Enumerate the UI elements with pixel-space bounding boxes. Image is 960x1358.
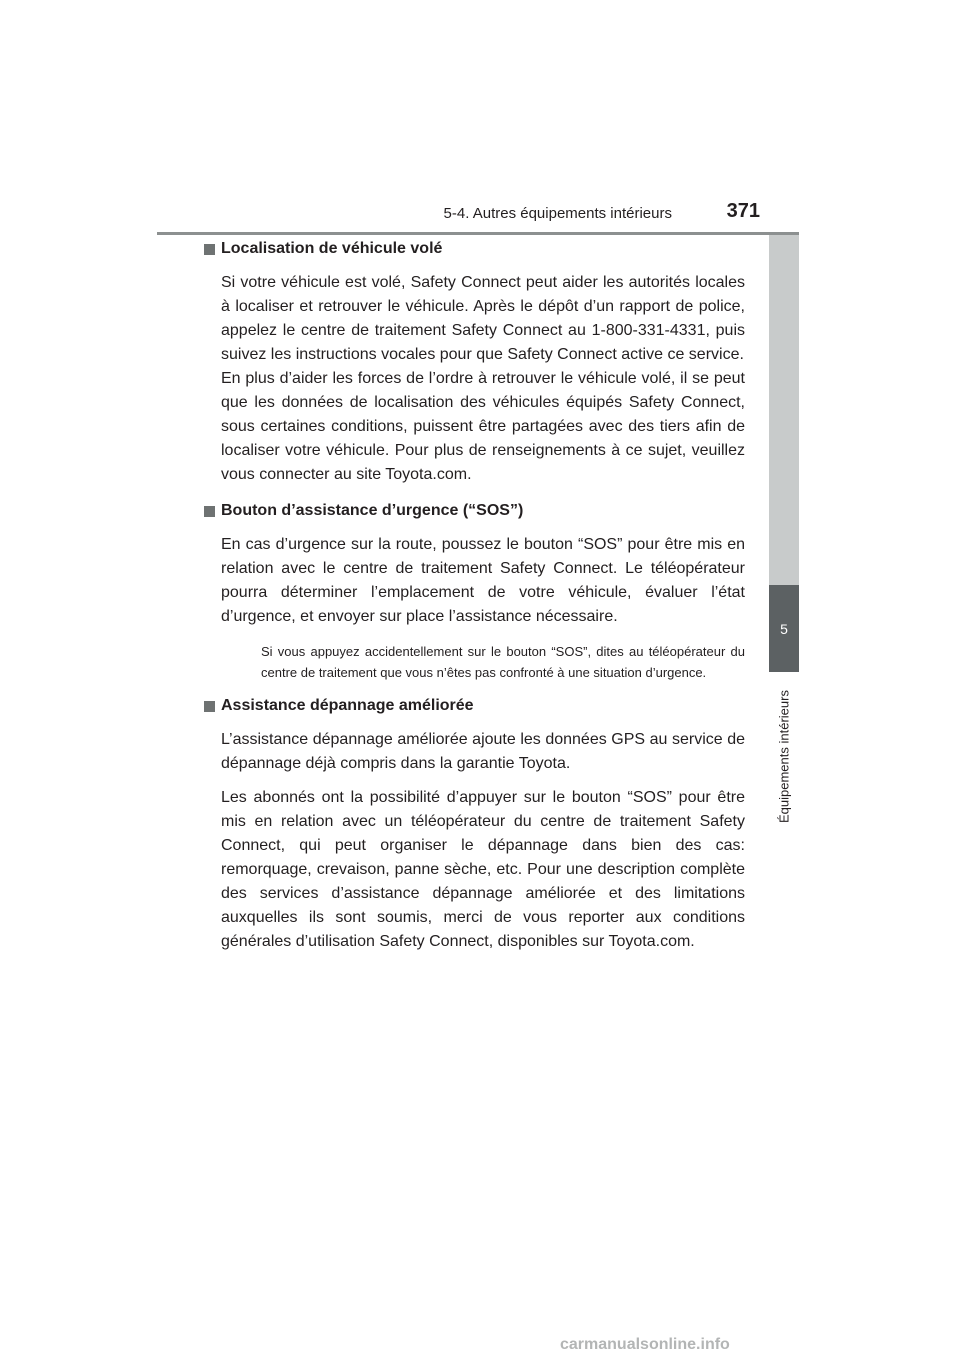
section-square-icon [204,244,215,255]
section-heading [221,695,745,717]
page-content [221,238,745,961]
section-heading [221,238,745,260]
section-heading [221,500,745,522]
section-square-icon [204,506,215,517]
section-heading-text: Localisation de véhicule volé [221,240,443,257]
note: Si vous appuyez accidentellement sur le bouton “SOS”, dites au téléopérateur du centre de traitement que vous n’êtes pas confronté à une situation d’urgence. [261,644,745,680]
page-number: 371 [726,200,760,222]
paragraph: L’assistance dépannage améliorée ajoute les données GPS au service de dépannage déjà compris dans la garantie Toyota. [221,731,745,772]
running-header-section: 5-4. Autres équipements intérieurs [443,205,672,222]
watermark: carmanualsonline.info [560,1336,730,1353]
chapter-number: 5 [769,585,799,672]
paragraph: Si votre véhicule est volé, Safety Connect peut aider les autorités locales à localiser et retrouver le véhicule. Après le dépôt d’un rapport de police, appelez le centre de traitement Safety Connect au 1-800-331-4331, puis suivez les instructions vocales pour que Safety Connect active ce service. [221,274,745,363]
paragraph: En cas d’urgence sur la route, poussez le bouton “SOS” pour être mis en relation avec le centre de traitement Safety Connect. Le téléopérateur pourra déterminer l’emplacement de votre véhicule, évaluer l’état d’urgence, et envoyer sur place l’assistance nécessaire. [221,536,745,625]
section-heading-text: Bouton d’assistance d’urgence (“SOS”) [221,502,524,519]
header-rule [157,232,799,235]
chapter-title: Équipements intérieurs [776,690,792,824]
paragraph: Les abonnés ont la possibilité d’appuyer sur le bouton “SOS” pour être mis en relation avec un téléopérateur du centre de traitement Safety Connect, qui peut organiser le dépannage dans bien des cas: remorquage, crevaison, panne sèche, etc. Pour une description complète des services d’assistance dépannage améliorée et des limitations auxquelles ils sont soumis, merci de vous reporter aux conditions générales d’utilisation Safety Connect, disponibles sur Toyota.com. [221,789,745,950]
section-heading-text: Assistance dépannage améliorée [221,697,474,714]
paragraph: En plus d’aider les forces de l’ordre à retrouver le véhicule volé, il se peut que les données de localisation des véhicules équipés Safety Connect, sous certaines conditions, puissent être partagées avec des tiers afin de localiser votre véhicule. Pour plus de renseignements à ce sujet, veuillez vous connecter au site Toyota.com. [221,370,745,483]
section-square-icon [204,701,215,712]
